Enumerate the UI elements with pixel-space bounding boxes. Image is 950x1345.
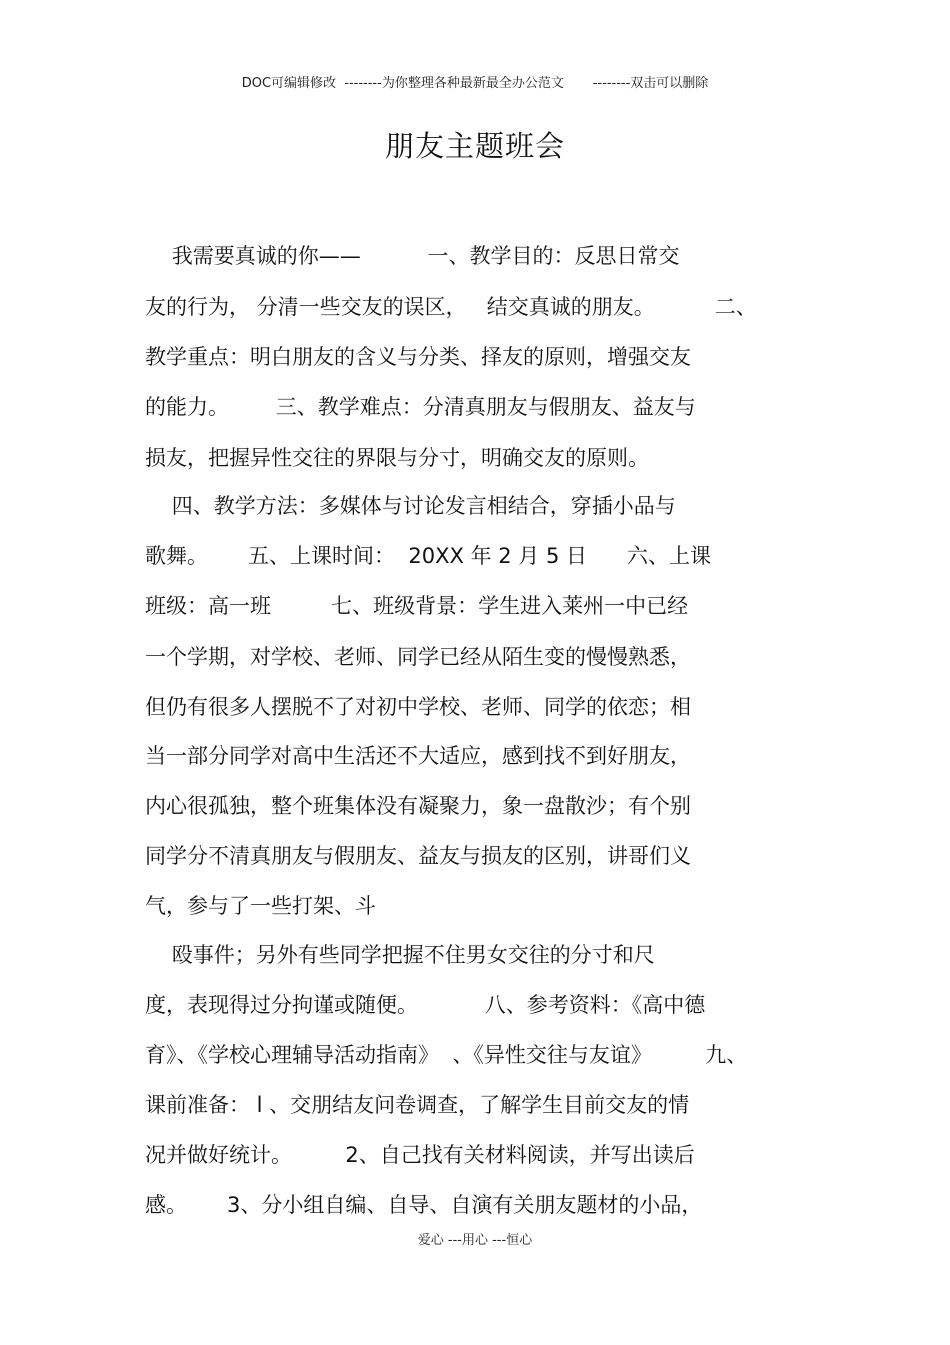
body-line: 育》、《学校心理辅导活动指南》 、《异性交往与友谊》 九、 <box>145 1043 748 1067</box>
body-line: 同学分不清真朋友与假朋友、益友与损友的区别，讲哥们义 <box>145 844 691 868</box>
body-line: 一个学期，对学校、老师、同学已经从陌生变的慢慢熟悉， <box>145 645 691 669</box>
page-footer: 爱心 ---用心 ---恒心 <box>417 1233 533 1248</box>
body-line: 教学重点：明白朋友的含义与分类、择友的原则，增强交友 <box>145 345 691 369</box>
body-line: 气，参与了一些打架、斗 <box>145 894 376 918</box>
body-line: 歌舞。 五、上课时间： 20XX 年 2 月 5 日 六、上课 <box>145 544 712 568</box>
body-line: 内心很孤独，整个班集体没有凝聚力，象一盘散沙；有个别 <box>145 794 691 818</box>
body-line: 的能力。 三、教学难点：分清真朋友与假朋友、益友与 <box>145 395 696 419</box>
body-line: 课前准备： l 、交朋结友问卷调查，了解学生目前交友的情 <box>145 1093 690 1117</box>
document-title: 朋友主题班会 <box>384 129 565 163</box>
body-line: 当一部分同学对高中生活还不大适应，感到找不到好朋友， <box>145 744 691 768</box>
body-line: 殴事件；另外有些同学把握不住男女交往的分寸和尺 <box>145 943 655 967</box>
page-header: DOC可编辑修改 --------为你整理各种最新最全办公范文 --------双击可以删除 <box>241 76 709 91</box>
body-line: 班级：高一班 七、班级背景：学生进入莱州一中已经 <box>145 594 689 618</box>
body-line: 感。 3、分小组自编、自导、自演有关朋友题材的小品， <box>145 1193 703 1217</box>
body-line: 我需要真诚的你—— 一、教学目的：反思日常交 <box>145 244 680 268</box>
body-line: 四、教学方法：多媒体与讨论发言相结合，穿插小品与 <box>145 494 676 518</box>
body-line: 友的行为， 分清一些交友的误区， 结交真诚的朋友。 二、 <box>145 295 757 319</box>
body-line: 损友，把握异性交往的界限与分寸，明确交友的原则。 <box>145 446 649 470</box>
body-line: 但仍有很多人摆脱不了对初中学校、老师、同学的依恋；相 <box>145 695 691 719</box>
body-line: 度，表现得过分拘谨或随便。 八、参考资料：《高中德 <box>145 993 706 1017</box>
body-line: 况并做好统计。 2、自己找有关材料阅读，并写出读后 <box>145 1143 695 1167</box>
